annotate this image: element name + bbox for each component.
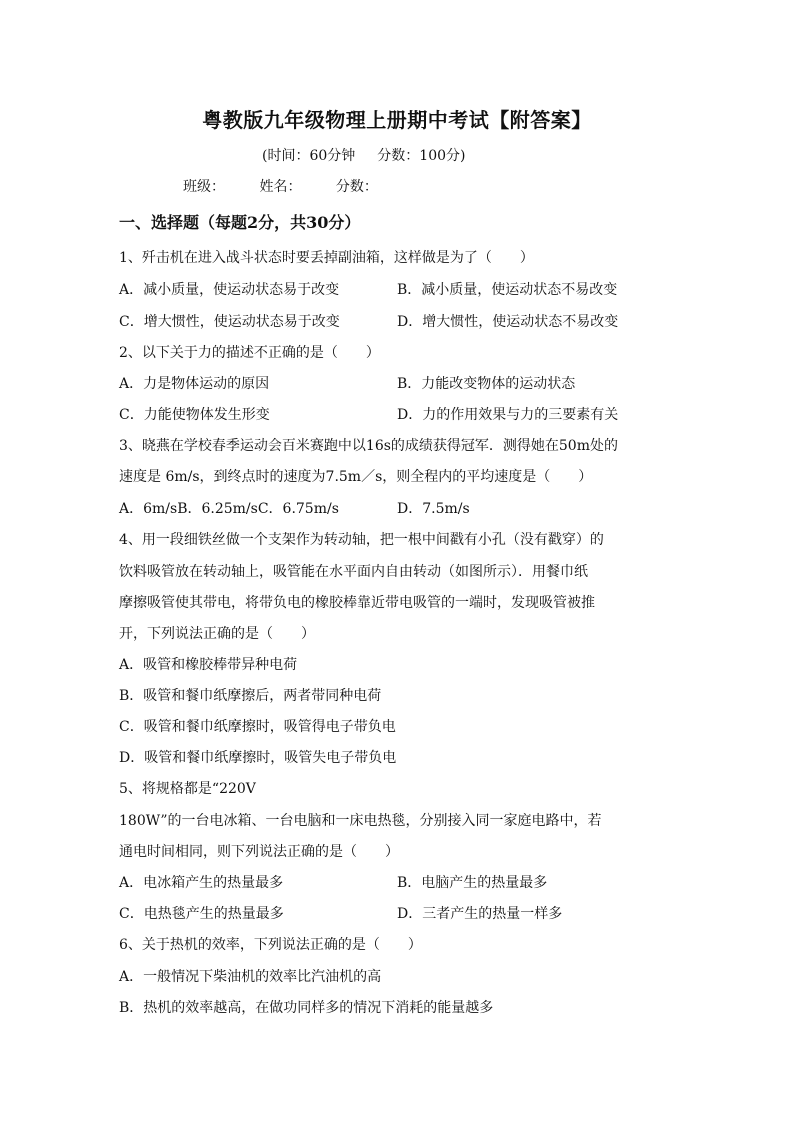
question-5-option-c: C．电热毯产生的热量最多: [119, 906, 284, 922]
question-4-stem-line-2: 饮料吸管放在转动轴上，吸管能在水平面内自由转动（如图所示）．用餐巾纸: [119, 564, 588, 580]
question-5-stem-line-2: 180W”的一台电冰箱、一台电脑和一床电热毯，分别接入同一家庭电路中，若: [119, 813, 602, 829]
question-4-stem-line-4: 开，下列说法正确的是（ ）: [119, 626, 315, 642]
exam-meta: [262, 145, 487, 165]
student-info-row: [183, 176, 408, 196]
section-heading: 一、选择题（每题2分，共30分）: [119, 213, 361, 232]
exam-total-score: 分数：100分): [377, 148, 466, 164]
name-label: 姓名：: [259, 179, 302, 195]
question-3-options-abc: A．6m/sB．6.25m/sC．6.75m/s: [119, 501, 339, 517]
question-1-stem: 1、歼击机在进入战斗状态时要丢掉副油箱，这样做是为了（ ）: [119, 250, 534, 266]
question-4-option-a: A．吸管和橡胶棒带异种电荷: [119, 657, 298, 673]
question-2-stem: 2、以下关于力的描述不正确的是（ ）: [119, 345, 380, 361]
question-5-option-b: B．电脑产生的热量最多: [397, 875, 548, 891]
question-5-option-d: D．三者产生的热量一样多: [397, 906, 563, 922]
question-3-option-d: D．7.5m/s: [397, 501, 470, 517]
question-5-stem-line-3: 通电时间相同，则下列说法正确的是（ ）: [119, 844, 399, 860]
question-2-option-a: A．力是物体运动的原因: [119, 376, 270, 392]
question-3-stem-line-1: 3、晓燕在学校春季运动会百米赛跑中以16s的成绩获得冠军．测得她在50m处的: [119, 438, 618, 454]
question-2-option-c: C．力能使物体发生形变: [119, 407, 270, 423]
question-4-stem-line-3: 摩擦吸管使其带电，将带负电的橡胶棒靠近带电吸管的一端时，发现吸管被推: [119, 595, 595, 611]
page-title: 粤教版九年级物理上册期中考试【附答案】: [202, 108, 592, 132]
question-4-option-b: B．吸管和餐巾纸摩擦后，两者带同种电荷: [119, 688, 382, 704]
question-6-stem: 6、关于热机的效率，下列说法正确的是（ ）: [119, 937, 422, 953]
question-6-option-a: A．一般情况下柴油机的效率比汽油机的高: [119, 969, 382, 985]
question-1-option-b: B．减小质量，使运动状态不易改变: [397, 282, 618, 298]
question-1-option-d: D．增大惯性，使运动状态不易改变: [397, 314, 619, 330]
question-4-stem-line-1: 4、用一段细铁丝做一个支架作为转动轴，把一根中间戳有小孔（没有戳穿）的: [119, 532, 604, 548]
question-6-option-b: B．热机的效率越高，在做功同样多的情况下消耗的能量越多: [119, 1000, 494, 1016]
question-1-option-c: C．增大惯性，使运动状态易于改变: [119, 314, 340, 330]
exam-time: (时间：60分钟: [262, 148, 356, 164]
question-2-option-d: D．力的作用效果与力的三要素有关: [397, 407, 619, 423]
question-3-stem-line-2: 速度是 6m/s，到终点时的速度为7.5m／s，则全程内的平均速度是（ ）: [119, 469, 593, 485]
question-5-stem-line-1: 5、将规格都是“220V: [119, 781, 256, 797]
question-5-option-a: A．电冰箱产生的热量最多: [119, 875, 284, 891]
class-label: 班级：: [183, 179, 225, 195]
question-4-option-d: D．吸管和餐巾纸摩擦时，吸管失电子带负电: [119, 750, 397, 766]
question-1-option-a: A．减小质量，使运动状态易于改变: [119, 282, 340, 298]
points-label: 分数：: [335, 179, 378, 195]
question-4-option-c: C．吸管和餐巾纸摩擦时，吸管得电子带负电: [119, 719, 396, 735]
question-2-option-b: B．力能改变物体的运动状态: [397, 376, 576, 392]
